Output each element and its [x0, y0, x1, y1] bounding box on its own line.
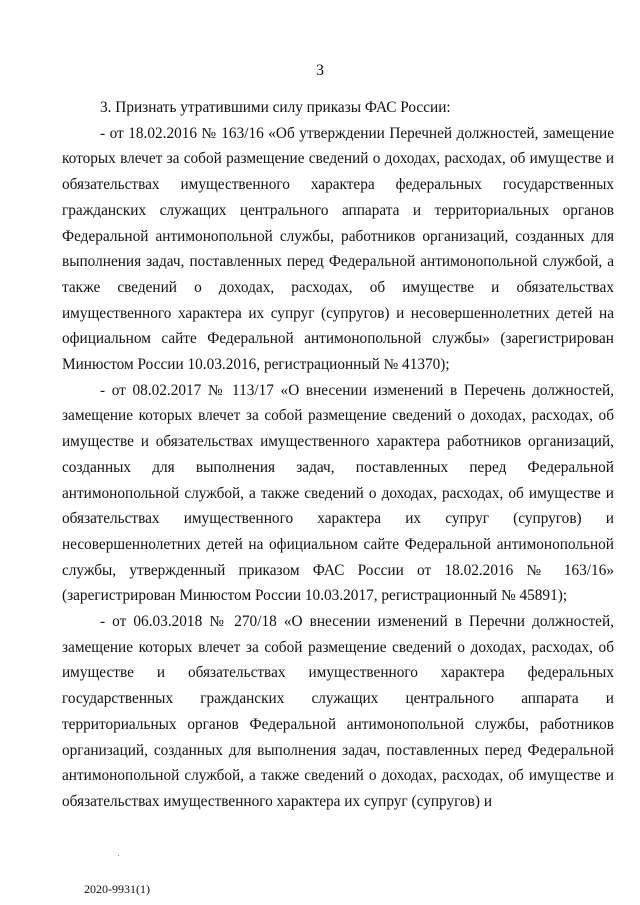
scan-speck	[118, 855, 119, 856]
paragraph-item-3-heading: 3. Признать утратившими силу приказы ФАС России:	[100, 99, 451, 116]
paragraph-order-113-17: - от 08.02.2017 № 113/17 «О внесении изменений в Перечень должностей, замещение которых влечет за собой размещение сведений о доходах, расходах, об имуществе и обязательствах имущественного характера работников организаций, созданных для выполнения задач, поставленных перед Федеральной антимонопольной службой, а также сведений о доходах, расходах, об имуществе и обязательствах имущественного характера их супруг (супругов) и несовершеннолетних детей на официальном сайте Федеральной антимонопольной службы, утвержденный приказом ФАС России от 18.02.2016 № 163/16» (зарегистрирован Минюстом России 10.03.2017, регистрационный № 45891);	[62, 381, 614, 605]
page-number: 3	[316, 62, 324, 79]
paragraph-order-163-16: - от 18.02.2016 № 163/16 «Об утверждении Перечней должностей, замещение которых влечет за собой размещение сведений о доходах, расходах, об имуществе и обязательствах имущественного характера федеральных государственных гражданских служащих центрального аппарата и территориальных органов Федеральной антимонопольной службы, работников организаций, созданных для выполнения задач, поставленных перед Федеральной антимонопольной службой, а также сведений о доходах, расходах, об имуществе и обязательствах имущественного характера их супруг (супругов) и несовершеннолетних детей на официальном сайте Федеральной антимонопольной службы» (зарегистрирован Минюстом России 10.03.2016, регистрационный № 41370);	[62, 124, 614, 374]
document-body	[62, 95, 614, 815]
paragraph-order-270-18: - от 06.03.2018 № 270/18 «О внесении изменений в Перечни должностей, замещение которых влечет за собой размещение сведений о доходах, расходах, об имуществе и обязательствах имущественного характера федеральных государственных гражданских служащих центрального аппарата и территориальных органов Федеральной антимонопольной службы, работников организаций, созданных для выполнения задач, поставленных перед Федеральной антимонопольной службой, а также сведений о доходах, расходах, об имуществе и обязательствах имущественного характера их супруг (супругов) и	[62, 613, 614, 810]
footer-document-code: 2020-9931(1)	[84, 882, 150, 896]
